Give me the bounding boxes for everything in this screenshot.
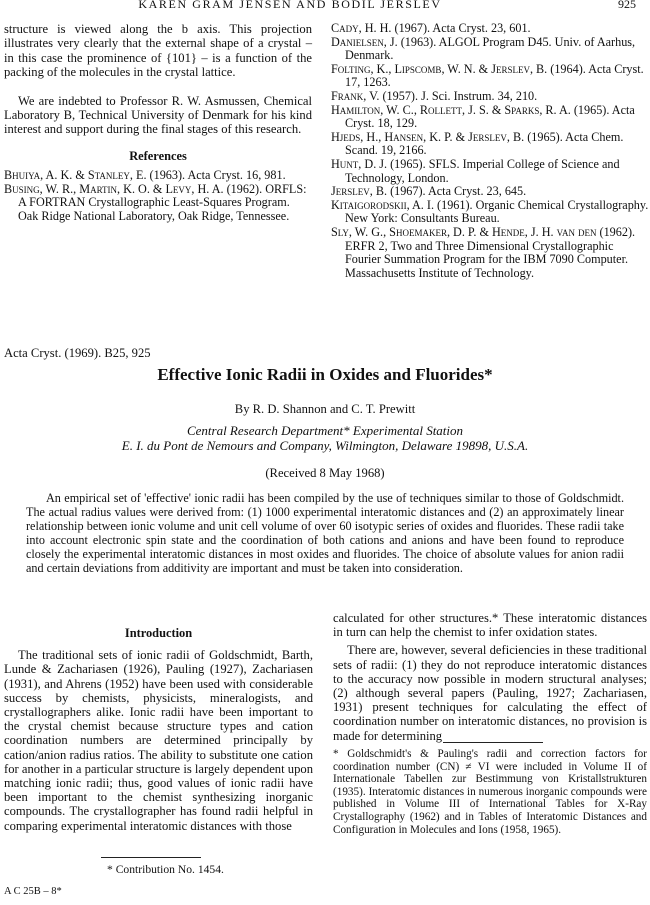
footnote-contribution: * Contribution No. 1454. [107,863,224,876]
reference-details: (1961). Organic Chemical Crystallography. New York: Consultants Bureau. [345,197,649,226]
intro-left-column [4,626,313,833]
reference-authors: Bhuiya, A. K. & Stanley, E. [4,168,147,183]
reference-item [331,158,649,185]
footnote-divider-left [101,857,201,858]
intro-right-column [333,611,647,743]
reference-item [331,185,649,199]
footnote-divider-right [443,742,543,743]
prev-article-left-column [4,22,312,224]
acknowledgement: We are indebted to Professor R. W. Asmussen, Chemical Laboratory B, Technical University of Denmark for his kind interest and support during the final stages of this research. [4,93,312,137]
reference-authors: Hunt, D. J. [331,156,388,171]
reference-details: (1963). ALGOL Program D45. Univ. of Aarhus, Denmark. [345,34,636,63]
reference-details: (1965). Acta Cryst. 18, 129. [345,102,635,131]
references-heading: References [129,148,187,163]
reference-item [331,104,649,131]
article-authors: By R. D. Shannon and C. T. Prewitt [234,402,416,416]
prev-article-paragraph: structure is viewed along the b axis. This projection illustrates very clearly that the external shape of a crystal – in this case the prominence of {101} – is a function of the packing of the molecules in the crystal lattice. [4,22,312,80]
reference-details: (1965). Acta Chem. Scand. 19, 2166. [345,129,624,158]
reference-item [331,63,649,90]
reference-details: (1962). ORFLS: A FORTRAN Crystallographic Least-Squares Program. Oak Ridge National Laboratory, Oak Ridge, Tennessee. [18,181,307,224]
reference-item [4,169,312,183]
reference-authors: Busing, W. R., Martin, K. O. & Levy, H. A. [4,181,224,196]
reference-item [331,22,649,36]
intro-paragraph-1-continued: calculated for other structures.* These interatomic distances in turn can help the chemist to infer oxidation states. [333,611,647,640]
affiliation-company: E. I. du Pont de Nemours and Company, Wilmington, Delaware 19898, U.S.A. [121,438,529,453]
journal-reference: Acta Cryst. (1969). B25, 925 [4,346,151,360]
page-number: 925 [618,0,636,11]
footnote-goldschmidt: * Goldschmidt's & Pauling's radii and correction factors for coordination number (CN) ≠ VI were included in Volume II of Internationale Tabellen zur Bestimmung von Kristallstrukturen (1935). Interatomic distances in numerous inorganic compounds were published in Volume III of International Tables for X-Ray Crystallography (1962) and in Tables of Interatomic Distances and Configuration in Molecules and Ions (1958, 1965). [333,748,647,836]
introduction-heading: Introduction [124,626,193,640]
reference-item [331,90,649,104]
reference-authors: Hamilton, W. C., Rollett, J. S. & Sparks, R. A. [331,102,571,117]
reference-authors: Hjeds, H., Hansen, K. P. & Jerslev, B. [331,129,525,144]
reference-list-right [331,22,649,280]
reference-list-left [4,169,312,223]
reference-item [4,183,312,224]
page-code: A C 25B – 8* [4,886,62,897]
reference-item [331,131,649,158]
reference-authors: Sly, W. G., Shoemaker, D. P. & Hende, J. H. van den [331,224,597,239]
abstract: An empirical set of 'effective' ionic radii has been compiled by the use of techniques similar to those of Goldschmidt. The actual radius values were derived from: (1) 1000 experimental interatomic distances and (2) an approximately linear relationship between ionic volume and unit cell volume of over 60 isotypic series of oxides and fluorides. These radii take into account electronic spin state and the coordination of both cations and anions and have been found to reproduce closely the experimental interatomic distances in most oxides and fluorides. The choice of absolute values for anion radii and certain deviations from additivity are important and must be taken into consideration. [26,491,624,575]
reference-details: (1963). Acta Cryst. 16, 981. [146,168,286,183]
reference-details: (1957). J. Sci. Instrum. 34, 210. [379,88,538,103]
reference-item [331,36,649,63]
intro-paragraph-1: The traditional sets of ionic radii of Goldschmidt, Barth, Lunde & Zachariasen (1926), Pauling (1927), Zachariasen (1931), and Ahrens (1952) have been used with considerable success by chemists, physicists, mineralogists, and crystallographers alike. Ionic radii have been important to the crystal chemist because structure types and cation coordination numbers are determined principally by cation/anion radius ratios. The ability to substitute one cation for another in a particular structure is largely dependent upon matching ionic radii; thus, good values of ionic radii have been important to the chemist synthesizing inorganic compounds. The crystallographer has found radii helpful in comparing experimental interatomic distances with those [4,648,313,833]
reference-authors: Cady, H. H. [331,21,392,35]
received-date: (Received 8 May 1968) [265,466,385,480]
prev-article-right-column [331,22,649,280]
intro-paragraph-2: There are, however, several deficiencies in these traditional sets of radii: (1) they do not reproduce interatomic distances to the accuracy now possible in modern structural analyses; (2) although several papers (Pauling, 1927; Zachariasen, 1931) present techniques for calculating the effect of coordination number on interatomic distances, no provision is made for determining [333,643,647,743]
reference-details: (1964). Acta Cryst. 17, 1263. [345,61,644,90]
reference-authors: Kitaigorodskii, A. I. [331,197,434,212]
reference-details: (1965). SFLS. Imperial College of Science and Technology, London. [345,156,620,185]
article-title: Effective Ionic Radii in Oxides and Fluorides* [157,365,493,384]
affiliation-department: Central Research Department* Experimental Station [186,423,464,438]
reference-authors: Frank, V. [331,88,380,103]
reference-details: (1962). ERFR 2, Two and Three Dimensional Crystallographic Fourier Summation Program for the IBM 7090 Computer. Massachusetts Institute of Technology. [345,224,636,280]
reference-item [331,199,649,226]
reference-authors: Jerslev, B. [331,184,388,199]
reference-details: (1967). Acta Cryst. 23, 601. [391,21,531,35]
reference-authors: Folting, K., Lipscomb, W. N. & Jerslev, B. [331,61,548,76]
reference-item [331,226,649,280]
running-title: KAREN GRAM JENSEN AND BODIL JERSLEV [138,0,442,11]
reference-details: (1967). Acta Cryst. 23, 645. [387,184,527,199]
reference-authors: Danielsen, J. [331,34,398,49]
